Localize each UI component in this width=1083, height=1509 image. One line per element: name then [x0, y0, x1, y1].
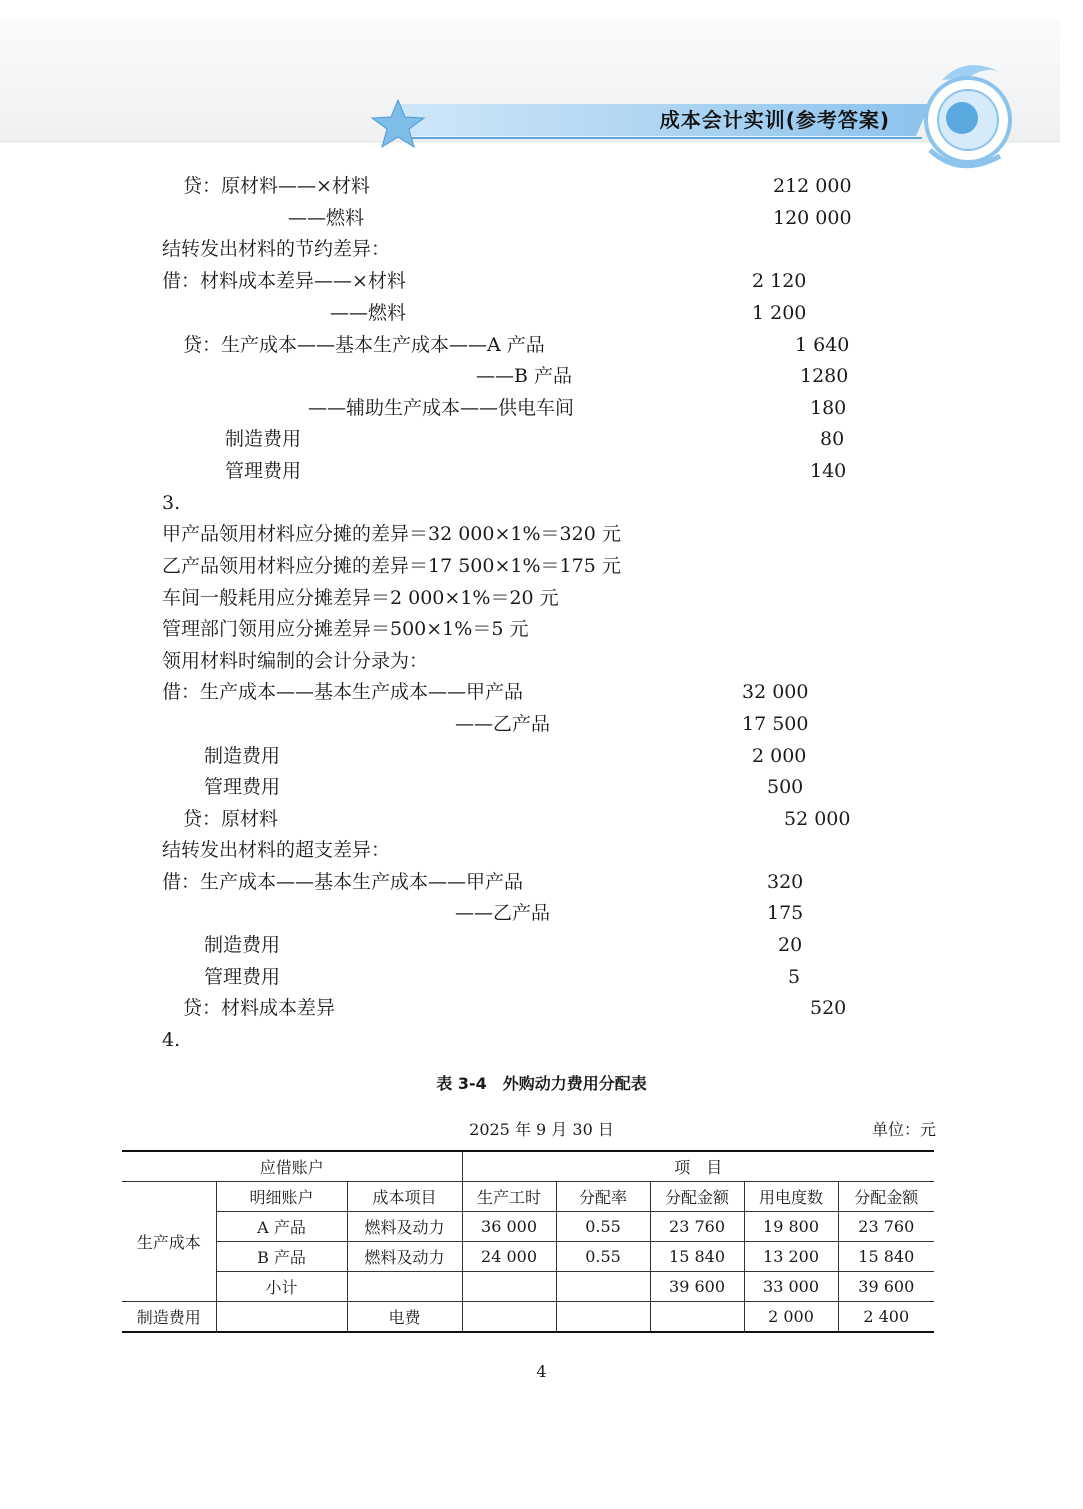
group-cell-production-cost: 生产成本 — [122, 1182, 216, 1302]
table-cell: 24 000 — [462, 1242, 556, 1272]
table-row — [122, 1272, 934, 1302]
entry-line: ——燃料 — [330, 302, 407, 324]
entry-line: 借：生产成本——基本生产成本——甲产品 — [162, 871, 524, 893]
power-cost-allocation-table — [122, 1150, 934, 1333]
section-number: 4. — [162, 1029, 181, 1051]
table-cell: A 产品 — [216, 1212, 347, 1242]
entry-amount: 140 — [810, 460, 847, 482]
table-cell — [556, 1302, 650, 1333]
entry-amount: 500 — [767, 776, 804, 798]
table-cell: 13 200 — [744, 1242, 838, 1272]
table-caption: 表 3-4 外购动力费用分配表 — [436, 1074, 647, 1093]
entry-line: ——乙产品 — [455, 902, 551, 924]
entry-line: 制造费用 — [204, 745, 281, 767]
table-row — [122, 1151, 934, 1182]
table-cell: 2 400 — [838, 1302, 934, 1333]
table-cell — [650, 1302, 744, 1333]
table-cell — [462, 1272, 556, 1302]
table-cell — [556, 1272, 650, 1302]
table-cell: 39 600 — [838, 1272, 934, 1302]
table-cell: 23 760 — [650, 1212, 744, 1242]
page-header — [0, 0, 1083, 180]
entry-amount: 180 — [810, 397, 847, 419]
column-header: 分配金额 — [650, 1182, 744, 1212]
entry-line: 贷：原材料——×材料 — [183, 175, 370, 197]
entry-amount: 212 000 — [773, 175, 852, 197]
header-decoration — [0, 0, 1083, 180]
calc-line: 甲产品领用材料应分摊的差异＝32 000×1%＝320 元 — [162, 523, 621, 545]
table-row — [122, 1212, 934, 1242]
entry-amount: 20 — [778, 934, 803, 956]
table-cell: 39 600 — [650, 1272, 744, 1302]
table-date: 2025 年 9 月 30 日 — [469, 1120, 614, 1139]
table-cell: 15 840 — [838, 1242, 934, 1272]
table-cell: 电费 — [347, 1302, 462, 1333]
entry-amount: 2 000 — [752, 745, 807, 767]
table-cell: 0.55 — [556, 1242, 650, 1272]
table-cell: 燃料及动力 — [347, 1242, 462, 1272]
table-cell: 23 760 — [838, 1212, 934, 1242]
table-cell: 36 000 — [462, 1212, 556, 1242]
page-number: 4 — [536, 1362, 547, 1381]
table-cell: 33 000 — [744, 1272, 838, 1302]
entry-line: ——乙产品 — [455, 713, 551, 735]
table-cell — [462, 1302, 556, 1333]
table-cell: 15 840 — [650, 1242, 744, 1272]
table-cell: 19 800 — [744, 1212, 838, 1242]
entry-line: 贷：生产成本——基本生产成本——A 产品 — [183, 334, 545, 356]
entry-amount: 120 000 — [773, 207, 852, 229]
column-header: 分配金额 — [838, 1182, 934, 1212]
entry-line: 管理费用 — [204, 776, 281, 798]
column-header: 成本项目 — [347, 1182, 462, 1212]
entry-line: ——燃料 — [288, 207, 365, 229]
entry-amount: 2 120 — [752, 270, 807, 292]
entry-amount: 5 — [788, 966, 801, 988]
table-row — [122, 1242, 934, 1272]
table-cell: 2 000 — [744, 1302, 838, 1333]
entry-amount: 320 — [767, 871, 804, 893]
table-cell: B 产品 — [216, 1242, 347, 1272]
entry-amount: 52 000 — [784, 808, 851, 830]
entry-line: 贷：原材料 — [183, 808, 279, 830]
column-header: 分配率 — [556, 1182, 650, 1212]
entry-line: 领用材料时编制的会计分录为： — [162, 650, 429, 672]
entry-line: ——B 产品 — [476, 365, 573, 387]
entry-line: 借：材料成本差异——×材料 — [162, 270, 406, 292]
table-cell: 燃料及动力 — [347, 1212, 462, 1242]
table-cell: 0.55 — [556, 1212, 650, 1242]
entry-amount: 32 000 — [742, 681, 809, 703]
entry-line: 制造费用 — [225, 428, 302, 450]
table-row — [122, 1182, 934, 1212]
table-cell — [216, 1302, 347, 1333]
entry-amount: 80 — [820, 428, 845, 450]
calc-line: 乙产品领用材料应分摊的差异＝17 500×1%＝175 元 — [162, 555, 621, 577]
entry-line: 借：生产成本——基本生产成本——甲产品 — [162, 681, 524, 703]
column-header: 生产工时 — [462, 1182, 556, 1212]
entry-amount: 175 — [767, 902, 804, 924]
table-cell: 小计 — [216, 1272, 347, 1302]
table-cell: 制造费用 — [122, 1302, 216, 1333]
entry-line: 管理费用 — [204, 966, 281, 988]
entry-amount: 1 200 — [752, 302, 807, 324]
entry-line: 贷：材料成本差异 — [183, 997, 336, 1019]
entry-amount: 17 500 — [742, 713, 809, 735]
entry-amount: 1280 — [800, 365, 849, 387]
header-cell-item: 项 目 — [462, 1151, 934, 1182]
entry-amount: 520 — [810, 997, 847, 1019]
book-title: 成本会计实训(参考答案) — [659, 108, 890, 132]
entry-line: 制造费用 — [204, 934, 281, 956]
entry-amount: 1 640 — [795, 334, 850, 356]
entry-line: 结转发出材料的节约差异： — [162, 238, 391, 260]
calc-line: 管理部门领用应分摊差异＝500×1%＝5 元 — [162, 618, 529, 640]
table-unit: 单位：元 — [871, 1120, 936, 1139]
table-cell — [347, 1272, 462, 1302]
section-number: 3. — [162, 492, 181, 514]
column-header: 明细账户 — [216, 1182, 347, 1212]
entry-line: 管理费用 — [225, 460, 302, 482]
entry-line: 结转发出材料的超支差异： — [162, 839, 391, 861]
header-cell-account: 应借账户 — [122, 1151, 462, 1182]
column-header: 用电度数 — [744, 1182, 838, 1212]
calc-line: 车间一般耗用应分摊差异＝2 000×1%＝20 元 — [162, 587, 559, 609]
entry-line: ——辅助生产成本——供电车间 — [308, 397, 575, 419]
table-row — [122, 1302, 934, 1333]
